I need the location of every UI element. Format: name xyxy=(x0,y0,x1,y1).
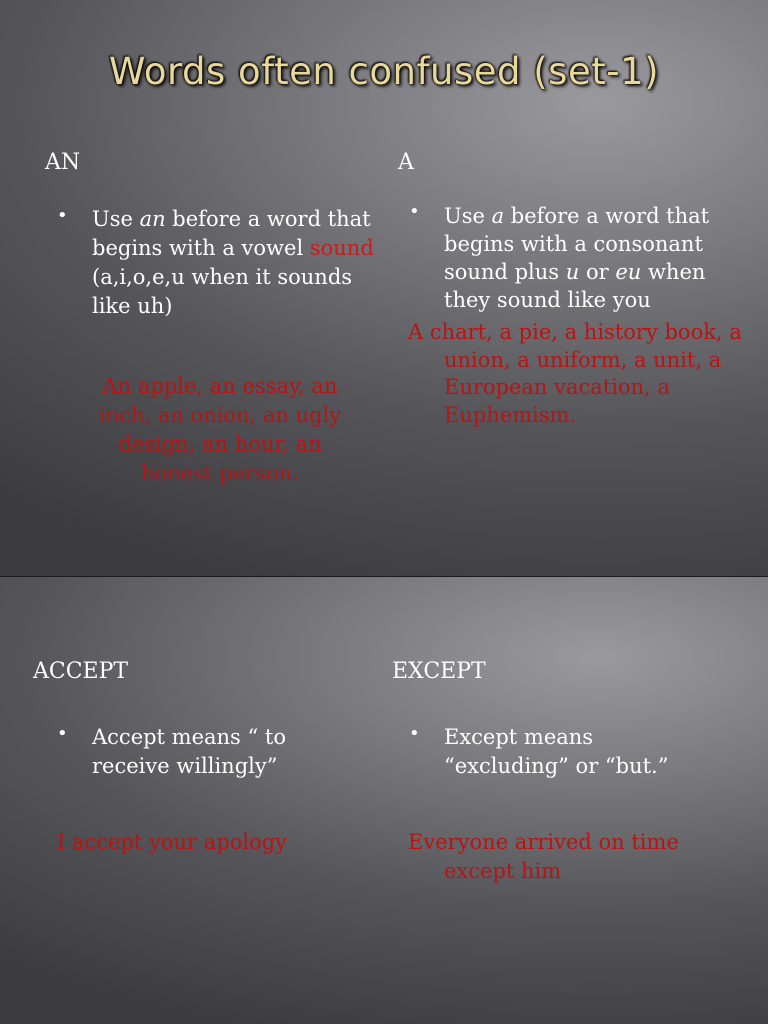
right-bullet: • Except means “excluding” or “but.” xyxy=(444,723,714,781)
left-bullet: • Use an before a word that begins with a vowel sound (a,i,o,e,u when it sounds like uh) xyxy=(92,205,382,321)
bullet-icon: • xyxy=(409,723,420,744)
left-heading: ACCEPT xyxy=(33,659,129,684)
right-heading: EXCEPT xyxy=(392,659,486,684)
right-example: Everyone arrived on time except him xyxy=(408,830,679,883)
left-example: I accept your apology xyxy=(57,830,288,854)
bullet-icon: • xyxy=(409,201,420,222)
left-heading: AN xyxy=(45,150,81,175)
right-example: A chart, a pie, a history book, a union, a uniform, a unit, a European vacation, a Euphemism. xyxy=(408,320,742,427)
right-heading: A xyxy=(398,150,414,175)
slide-title: Words often confused (set-1) xyxy=(108,50,660,93)
slide-2 xyxy=(0,577,768,1024)
bullet-icon: • xyxy=(57,723,68,744)
bullet-icon: • xyxy=(57,205,68,226)
right-bullet: • Use a before a word that begins with a consonant sound plus u or eu when they sound like you xyxy=(444,202,734,314)
left-bullet: • Accept means “ to receive willingly” xyxy=(92,723,342,781)
left-example: An apple, an essay, an inch, an onion, an ugly design, an hour, an honest person. xyxy=(98,374,342,485)
